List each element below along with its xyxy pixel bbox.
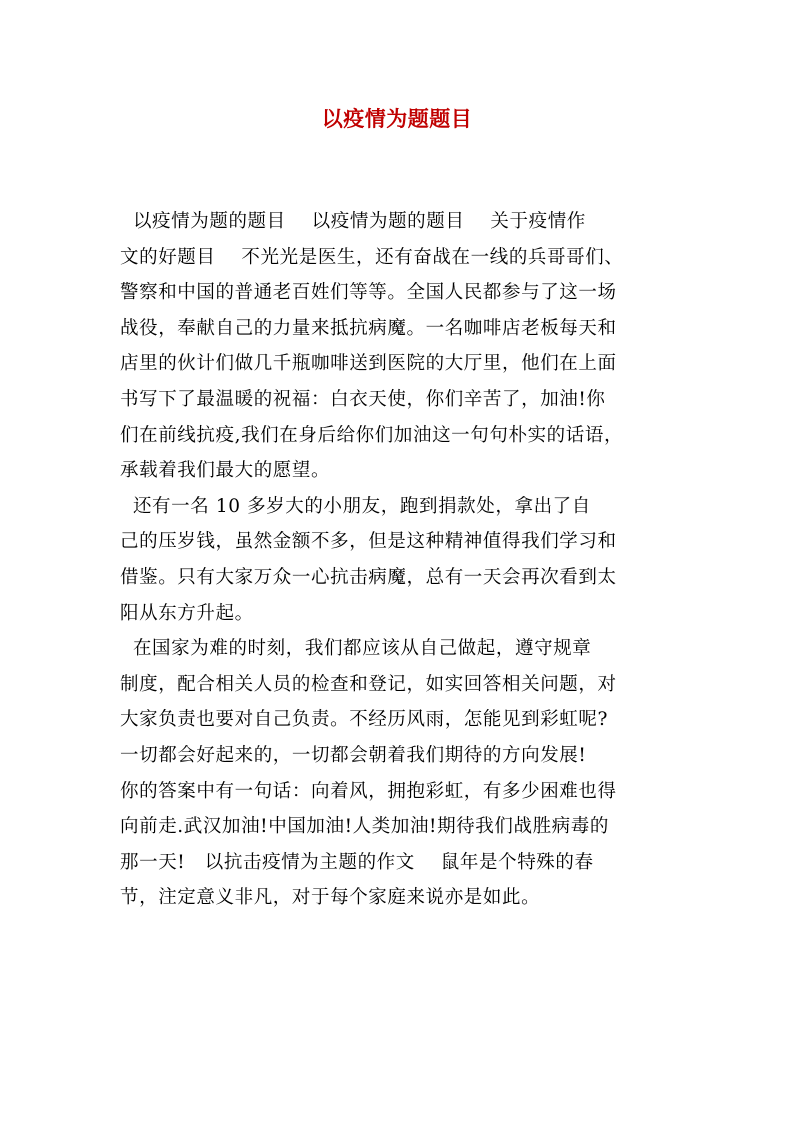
body-line: 一切都会好起来的，一切都会朝着我们期待的方向发展! (120, 744, 587, 766)
body-line: 向前走.武汉加油!中国加油!人类加油!期待我们战胜病毒的 (120, 816, 609, 838)
document-body (120, 204, 680, 916)
body-line: 文的好题目 不光光是医生，还有奋战在一线的兵哥哥们、 (120, 246, 624, 268)
body-line: 们在前线抗疫,我们在身后给你们加油这一句句朴实的话语， (120, 424, 624, 446)
body-line: 承载着我们最大的愿望。 (120, 460, 331, 482)
body-line: 以疫情为题的题目 以疫情为题的题目 关于疫情作 (120, 211, 586, 232)
body-line: 那一天! 以抗击疫情为主题的作文 鼠年是个特殊的春 (120, 851, 594, 873)
body-line: 警察和中国的普通老百姓们等等。全国人民都参与了这一场 (120, 282, 617, 304)
body-line: 借鉴。只有大家万众一心抗击病魔，总有一天会再次看到太 (120, 566, 617, 588)
document-title: 以疫情为题题目 (321, 106, 473, 131)
body-line: 阳从东方升起。 (120, 602, 254, 624)
body-line: 还有一名 10 多岁大的小朋友，跑到捐款处，拿出了自 (120, 495, 591, 517)
body-line: 战役，奉献自己的力量来抵抗病魔。一名咖啡店老板每天和 (120, 317, 617, 339)
body-line: 节，注定意义非凡，对于每个家庭来说亦是如此。 (120, 887, 541, 909)
body-line: 制度，配合相关人员的检查和登记，如实回答相关问题，对 (120, 673, 617, 695)
body-line: 书写下了最温暖的祝福：白衣天使，你们辛苦了，加油!你 (120, 388, 606, 410)
body-line: 大家负责也要对自己负责。不经历风雨，怎能见到彩虹呢? (120, 709, 609, 731)
body-line: 店里的伙计们做几千瓶咖啡送到医院的大厅里，他们在上面 (120, 353, 617, 375)
body-line: 你的答案中有一句话：向着风，拥抱彩虹，有多少困难也得 (120, 780, 617, 802)
body-line: 在国家为难的时刻，我们都应该从自己做起，遵守规章 (120, 638, 592, 660)
body-line: 己的压岁钱，虽然金额不多，但是这种精神值得我们学习和 (120, 531, 617, 553)
